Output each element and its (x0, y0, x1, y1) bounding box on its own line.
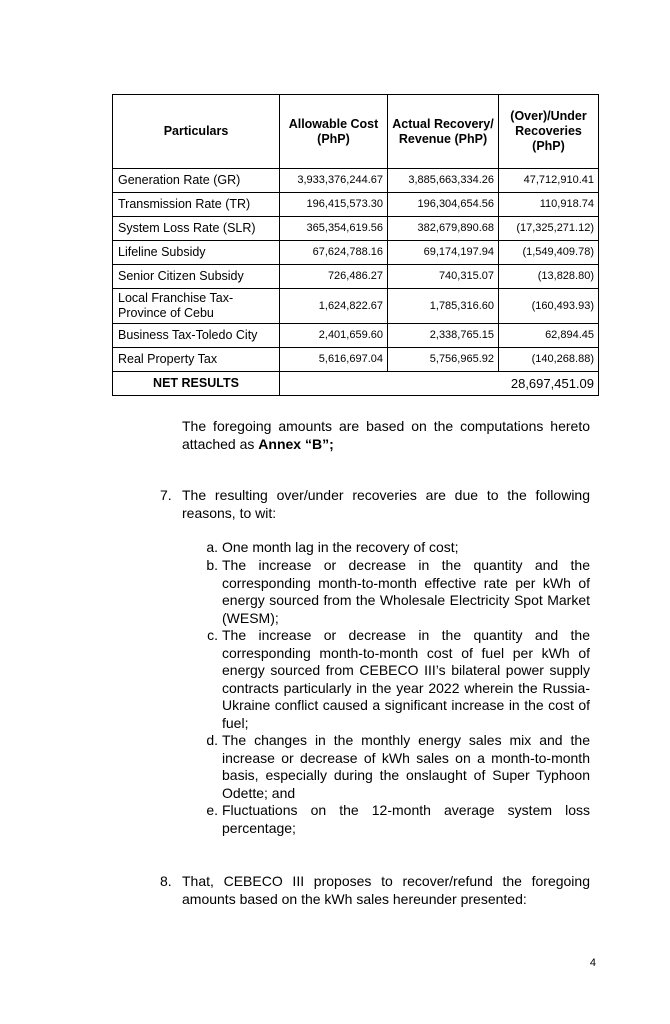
row-particular: Business Tax-Toledo City (113, 324, 280, 348)
reason-e-text: Fluctuations on the 12-month average system loss percentage; (222, 802, 590, 836)
foregoing-paragraph (182, 418, 590, 453)
row-particular: Lifeline Subsidy (113, 241, 280, 265)
annex-reference: Annex “B”; (258, 435, 334, 452)
table-row (113, 265, 599, 289)
row-allowable: 365,354,619.56 (280, 217, 388, 241)
row-over-under: 47,712,910.41 (499, 169, 599, 193)
row-actual: 3,885,663,334.26 (388, 169, 499, 193)
item-7-number: 7. (160, 487, 172, 503)
net-results-value: 28,697,451.09 (280, 372, 599, 396)
row-over-under: 110,918.74 (499, 193, 599, 217)
header-particulars: Particulars (113, 95, 280, 169)
foregoing-text: The foregoing amounts are based on the computations hereto attached as (182, 418, 590, 452)
item-7-text: The resulting over/under recoveries are due to the following reasons, to wit: (182, 487, 590, 521)
row-over-under: (160,493.93) (499, 289, 599, 324)
reason-d-letter: d. (206, 732, 218, 748)
reason-c-text: The increase or decrease in the quantity and the corresponding month-to-month cost of fuel per kWh of energy sourced from CEBECO III’s bilateral power supply contracts particularly in the year 2022 wherein the Russia-Ukraine conflict caused a significant increase in the cost of fuel; (222, 627, 590, 731)
row-actual: 5,756,965.92 (388, 348, 499, 372)
table-header-row (113, 95, 599, 169)
row-allowable: 2,401,659.60 (280, 324, 388, 348)
table-row (113, 217, 599, 241)
table-row (113, 193, 599, 217)
reason-b-text: The increase or decrease in the quantity and the corresponding month-to-month effective rate per kWh of energy sourced from the Wholesale Electricity Spot Market (WESM); (222, 557, 590, 626)
net-results-row (113, 372, 599, 396)
row-particular: Senior Citizen Subsidy (113, 265, 280, 289)
header-allowable-cost: Allowable Cost (PhP) (280, 95, 388, 169)
row-actual: 196,304,654.56 (388, 193, 499, 217)
item-8-number: 8. (160, 873, 172, 889)
row-allowable: 3,933,376,244.67 (280, 169, 388, 193)
row-over-under: (13,828.80) (499, 265, 599, 289)
row-actual: 2,338,765.15 (388, 324, 499, 348)
net-results-label: NET RESULTS (113, 372, 280, 396)
table-row (113, 289, 599, 324)
row-actual: 740,315.07 (388, 265, 499, 289)
row-particular: System Loss Rate (SLR) (113, 217, 280, 241)
row-over-under: 62,894.45 (499, 324, 599, 348)
table-row (113, 241, 599, 265)
reason-a-text: One month lag in the recovery of cost; (222, 539, 459, 555)
row-actual: 382,679,890.68 (388, 217, 499, 241)
item-8-text: That, CEBECO III proposes to recover/refund the foregoing amounts based on the kWh sales hereunder presented: (182, 873, 590, 907)
row-over-under: (1,549,409.78) (499, 241, 599, 265)
row-actual: 1,785,316.60 (388, 289, 499, 324)
row-allowable: 67,624,788.16 (280, 241, 388, 265)
reason-c-letter: c. (207, 627, 218, 643)
row-particular: Transmission Rate (TR) (113, 193, 280, 217)
reason-a-letter: a. (206, 539, 218, 555)
row-particular: Local Franchise Tax-Province of Cebu (113, 289, 280, 324)
reason-d-text: The changes in the monthly energy sales mix and the increase or decrease of kWh sales on a month-to-month basis, especially during the onslaught of Super Typhoon Odette; and (222, 732, 590, 801)
table-row (113, 348, 599, 372)
row-over-under: (17,325,271.12) (499, 217, 599, 241)
over-under-recovery-table (112, 94, 599, 396)
header-actual-recovery: Actual Recovery/ Revenue (PhP) (388, 95, 499, 169)
reason-e-letter: e. (206, 802, 218, 818)
page-number: 4 (589, 957, 596, 969)
table-row (113, 324, 599, 348)
reason-b-letter: b. (206, 557, 218, 573)
row-allowable: 5,616,697.04 (280, 348, 388, 372)
row-particular: Generation Rate (GR) (113, 169, 280, 193)
table-row (113, 169, 599, 193)
row-particular: Real Property Tax (113, 348, 280, 372)
row-allowable: 196,415,573.30 (280, 193, 388, 217)
row-allowable: 1,624,822.67 (280, 289, 388, 324)
header-over-under: (Over)/Under Recoveries (PhP) (499, 95, 599, 169)
row-over-under: (140,268.88) (499, 348, 599, 372)
row-actual: 69,174,197.94 (388, 241, 499, 265)
row-allowable: 726,486.27 (280, 265, 388, 289)
